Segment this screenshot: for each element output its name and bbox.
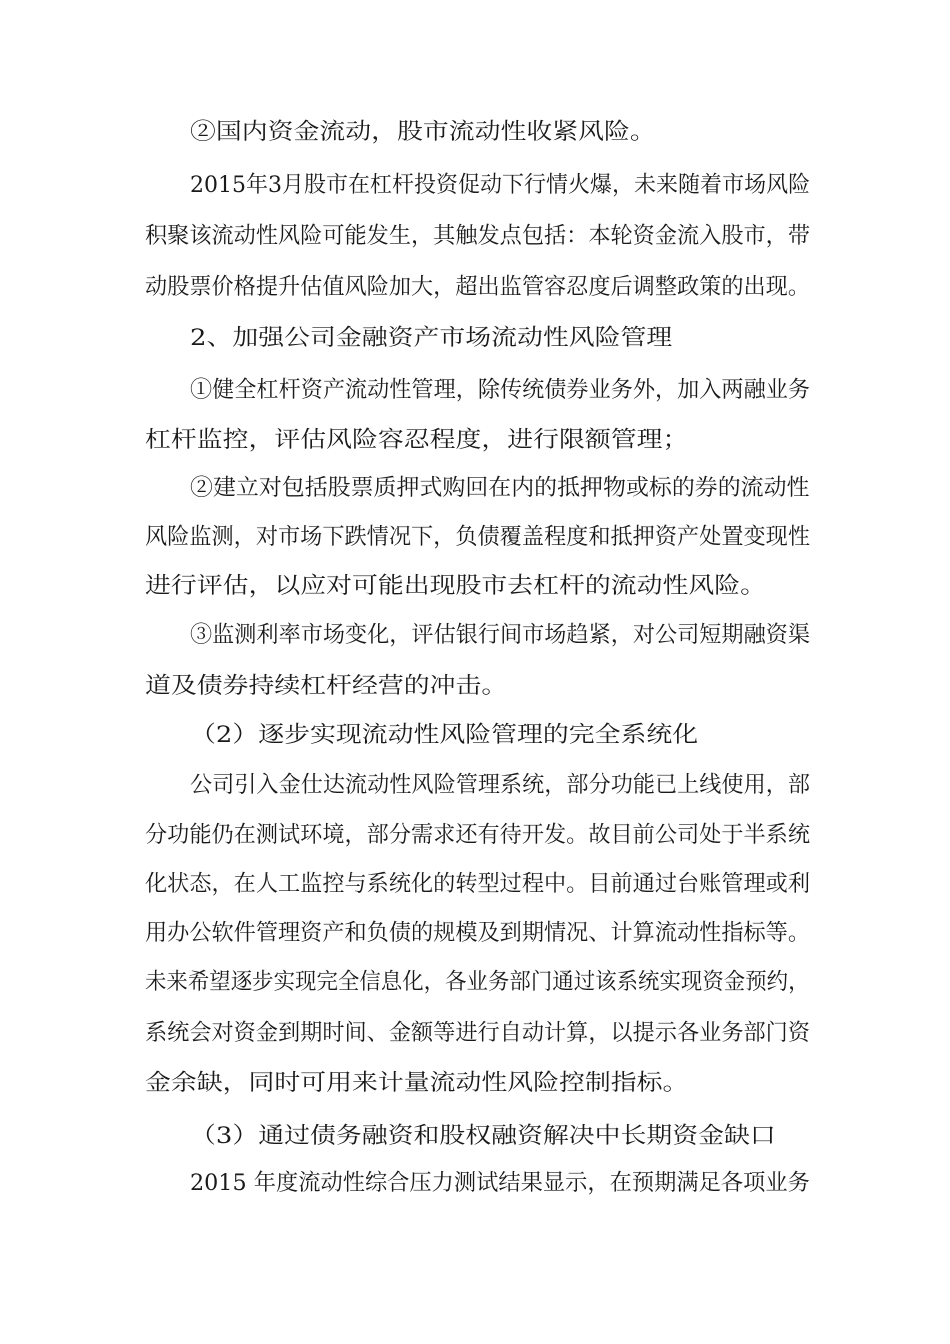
text-line-2: 2015年3月股市在杠杆投资促动下行情火爆，未来随着市场风险 — [190, 172, 811, 198]
text-line-12: 道及债券持续杠杆经营的冲击。 — [145, 673, 508, 699]
text-line-9: 风险监测，对市场下跌情况下，负债覆盖程度和抵押资产处置变现性 — [145, 524, 811, 550]
text-line-6: ①健全杠杆资产流动性管理，除传统债券业务外，加入两融业务 — [190, 377, 811, 403]
text-line-3: 积聚该流动性风险可能发生，其触发点包括：本轮资金流入股市，带 — [145, 223, 811, 249]
text-line-1: ②国内资金流动，股市流动性收紧风险。 — [190, 119, 656, 145]
text-line-11: ③监测利率市场变化，评估银行间市场趋紧，对公司短期融资渠 — [190, 622, 811, 648]
section-heading-2: 2、加强公司金融资产市场流动性风险管理 — [190, 325, 673, 351]
text-line-14: 公司引入金仕达流动性风险管理系统，部分功能已上线使用，部 — [190, 772, 811, 798]
text-line-10: 进行评估，以应对可能出现股市去杠杆的流动性风险。 — [145, 573, 767, 599]
text-line-16: 化状态，在人工监控与系统化的转型过程中。目前通过台账管理或利 — [145, 871, 811, 897]
text-line-8: ②建立对包括股票质押式购回在内的抵押物或标的券的流动性 — [190, 475, 810, 501]
text-line-15: 分功能仍在测试环境，部分需求还有待开发。故目前公司处于半系统 — [145, 822, 811, 848]
text-line-20: 金余缺，同时可用来计量流动性风险控制指标。 — [145, 1070, 689, 1096]
text-line-18: 未来希望逐步实现完全信息化，各业务部门通过该系统实现资金预约， — [145, 969, 810, 995]
section-heading-3-paren: （3）通过债务融资和股权融资解决中长期资金缺口 — [190, 1123, 776, 1149]
text-line-17: 用办公软件管理资产和负债的规模及到期情况、计算流动性指标等。 — [145, 920, 811, 946]
text-line-7: 杠杆监控，评估风险容忍程度，进行限额管理； — [145, 427, 689, 453]
section-heading-2-paren: （2）逐步实现流动性风险管理的完全系统化 — [190, 722, 699, 748]
text-line-19: 系统会对资金到期时间、金额等进行自动计算，以提示各业务部门资 — [145, 1020, 811, 1046]
text-line-4: 动股票价格提升估值风险加大，超出监管容忍度后调整政策的出现。 — [145, 274, 811, 300]
text-line-22: 2015 年度流动性综合压力测试结果显示，在预期满足各项业务 — [190, 1170, 810, 1196]
